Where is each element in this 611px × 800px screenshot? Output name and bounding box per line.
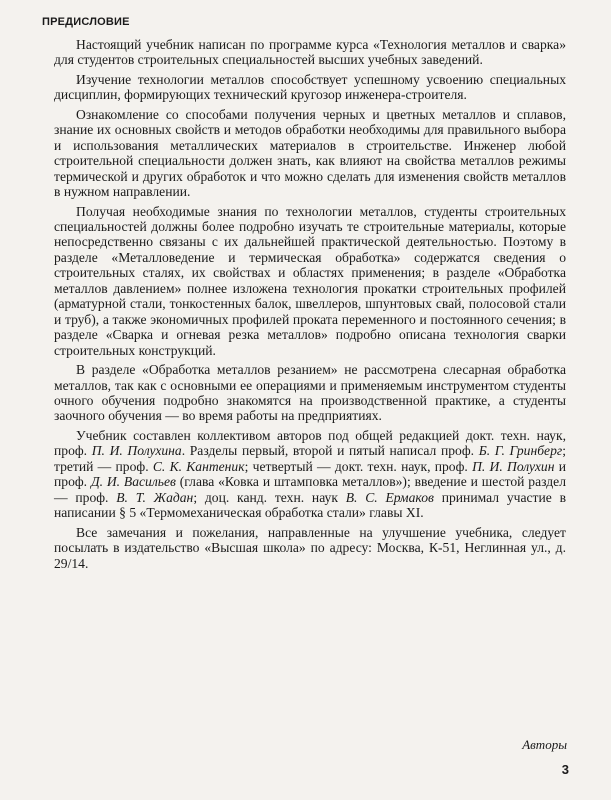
author-name: П. И. Полухин (472, 458, 555, 474)
paragraph-6-text: ; четвертый — докт. техн. наук, проф. (244, 458, 473, 474)
paragraph-2: Изучение технологии металлов способствует успешному усвоению специальных дисциплин, формирующих технический кругозор инженера-строителя. (54, 71, 566, 103)
paragraph-6-text: ; третий — проф. (54, 443, 566, 474)
paragraph-4: Получая необходимые знания по технологии металлов, студенты строительных специальностей должны более подробно изучать те строительные материалы, которые непосредственно связаны с их дальнейшей практической деятельностью. Поэтому в разделе «Металловедение и термическая обработка» содержатся сведения о строительных сталях, их свойствах и областях применения; в разделе «Обработка металлов давлением» полнее изложена технология прокатки строительных профилей (арматурной стали, тонкостенных балок, швеллеров, шпунтовых свай, полосовой стали и труб), а также экономичных профилей проката переменного и постоянного сечения; в разделе «Сварка и огневая резка металлов» подробно описана технология сварки строительных конструкций. (54, 203, 566, 358)
paragraph-6-text: ; доц. канд. техн. наук (193, 489, 346, 505)
paragraph-6-text: . Разделы первый, второй и пятый написал проф. (181, 443, 479, 459)
page-title: ПРЕДИСЛОВИЕ (42, 16, 130, 28)
author-name: Б. Г. Гринберг (478, 443, 563, 459)
paragraph-3: Ознакомление со способами получения черных и цветных металлов и сплавов, знание их основных свойств и методов обработки необходимы для правильного выбора и использования металлических материалов в строительстве. Инженер любой строительной специальности должен знать, как влияют на свойства металлов режимы термической и других обработок и что можно сделать для изменения свойств металлов в нужном направлении. (54, 106, 566, 200)
author-name: Д. И. Васильев (90, 474, 176, 490)
signature: Авторы (522, 737, 567, 752)
paragraph-5: В разделе «Обработка металлов резанием» не рассмотрена слесарная обработка металлов, так как с основными ее операциями и применяемым инструментом студенты очного обучения подробно знакомятся на производственной практике, а студенты заочного обучения — во время работы на предприятиях. (54, 362, 566, 424)
author-name: В. С. Ермаков (345, 489, 434, 505)
author-name: С. К. Кантеник (152, 458, 245, 474)
paragraph-6-text: (глава «Ковка и штамповка металлов»); введение и шестой раздел — проф. (54, 474, 566, 505)
paragraph-1: Настоящий учебник написан по программе курса «Технология металлов и сварка» для студентов строительных специальностей высших учебных заведений. (54, 37, 566, 68)
author-name: В. Т. Жадан (116, 489, 194, 505)
page-number: 3 (561, 762, 569, 777)
author-name: П. И. Полухина (91, 443, 182, 459)
paragraph-6 (54, 428, 566, 521)
paragraph-6-text: Учебник составлен коллективом авторов под общей редакцией докт. техн. наук, проф. (54, 427, 566, 459)
paragraph-7: Все замечания и пожелания, направленные на улучшение учебника, следует посылать в издательство «Высшая школа» по адресу: Москва, К-51, Неглинная ул., д. 29/14. (54, 524, 566, 571)
paragraph-6-text: принимал участие в написании § 5 «Термомеханическая обработка стали» главы XI. (54, 489, 566, 521)
paragraph-6-text: и проф. (54, 458, 566, 490)
preface-text (54, 37, 566, 571)
